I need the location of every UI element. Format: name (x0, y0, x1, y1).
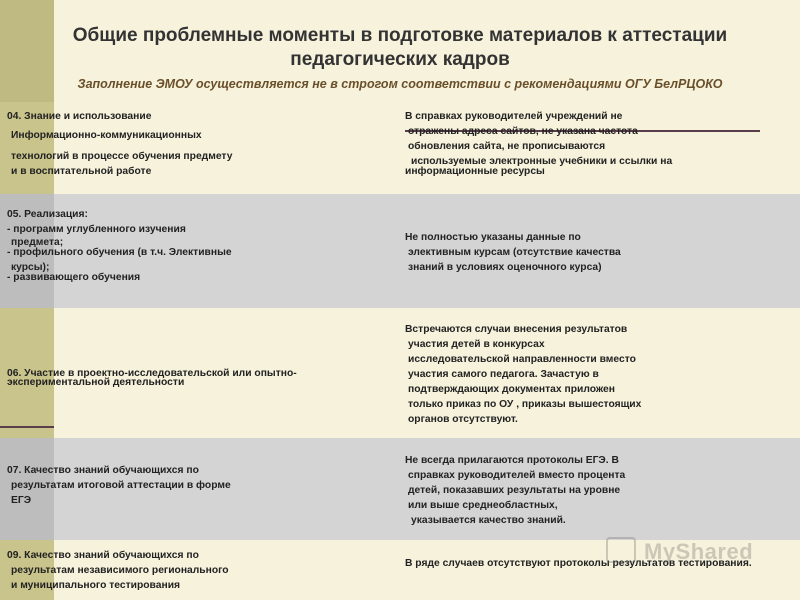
title-line-1: Общие проблемные моменты в подготовке материалов к аттестации (72, 25, 728, 46)
watermark: MyShared (644, 539, 754, 564)
text-line: - развивающего обучения (7, 272, 141, 283)
text-line: справках руководителей вместо процента (408, 470, 626, 481)
text-line: только приказ по ОУ , приказы вышестоящих (408, 399, 642, 410)
row-06-divider (0, 426, 54, 428)
text-line: или выше среднеобластных, (408, 500, 558, 511)
text-line: 05. Реализация: (7, 209, 88, 220)
text-line: ЕГЭ (11, 495, 32, 506)
text-line: элективным курсам (отсутствие качества (408, 247, 621, 258)
text-line: органов отсутствуют. (408, 414, 518, 425)
text-line: предмета; (11, 237, 64, 248)
text-line: отражены адреса сайтов, не указана частота (408, 126, 638, 137)
text-line: указывается качество знаний. (411, 515, 566, 526)
text-line: экспериментальной деятельности (7, 377, 185, 388)
page-subtitle: Заполнение ЭМОУ осуществляется не в строгом соответствии с рекомендациями ОГУ БелРЦОКО (77, 77, 723, 91)
text-line: 09. Качество знаний обучающихся по (7, 550, 199, 561)
row-07-criterion (7, 463, 231, 508)
text-line: - программ углубленного изучения (7, 224, 186, 235)
text-line: и в воспитательной работе (11, 166, 152, 177)
text-line: подтверждающих документах приложен (408, 384, 615, 395)
text-line: 04. Знание и использование (7, 111, 152, 122)
text-line: Встречаются случаи внесения результатов (405, 324, 628, 335)
text-line: В справках руководителей учреждений не (405, 111, 623, 122)
row-04-criterion (7, 109, 232, 179)
title-line-2: педагогических кадров (290, 49, 510, 70)
row-09-criterion (7, 548, 229, 593)
text-line: детей, показавших результаты на уровне (408, 485, 621, 496)
text-line: курсы); (11, 262, 50, 273)
text-line: Не всегда прилагаются протоколы ЕГЭ. В (405, 455, 619, 466)
text-line: знаний в условиях оценочного курса) (408, 262, 602, 273)
text-line: и муниципального тестирования (11, 580, 181, 591)
text-line: результатам независимого регионального (11, 565, 229, 576)
text-line: Информационно-коммуникационных (11, 130, 202, 141)
text-line: Не полностью указаны данные по (405, 232, 581, 243)
row-04-problem (405, 109, 672, 179)
text-line: В ряде случаев отсутствуют протоколы результатов тестирования. (405, 558, 752, 569)
text-line: исследовательской направленности вместо (408, 354, 636, 365)
text-line: 06. Участие в проектно-исследовательской или опытно- (7, 368, 297, 379)
text-line: участия самого педагога. Зачастую в (408, 369, 599, 380)
text-line: 07. Качество знаний обучающихся по (7, 465, 199, 476)
text-line: участия детей в конкурсах (408, 339, 545, 350)
text-line: обновления сайта, не прописываются (408, 141, 606, 152)
row-06-criterion (7, 366, 297, 390)
page-title (40, 24, 760, 72)
row-05-problem (405, 230, 621, 275)
watermark-presentation-icon (606, 537, 636, 563)
text-line: технологий в процессе обучения предмету (11, 151, 233, 162)
text-line: используемые электронные учебники и ссылки на (411, 156, 673, 167)
row-05-criterion (7, 207, 232, 285)
text-line: информационные ресурсы (405, 166, 545, 177)
text-line: результатам итоговой аттестации в форме (11, 480, 231, 491)
text-line: - профильного обучения (в т.ч. Элективные (7, 247, 232, 258)
row-07-problem (405, 453, 625, 528)
row-06-problem (405, 322, 641, 427)
